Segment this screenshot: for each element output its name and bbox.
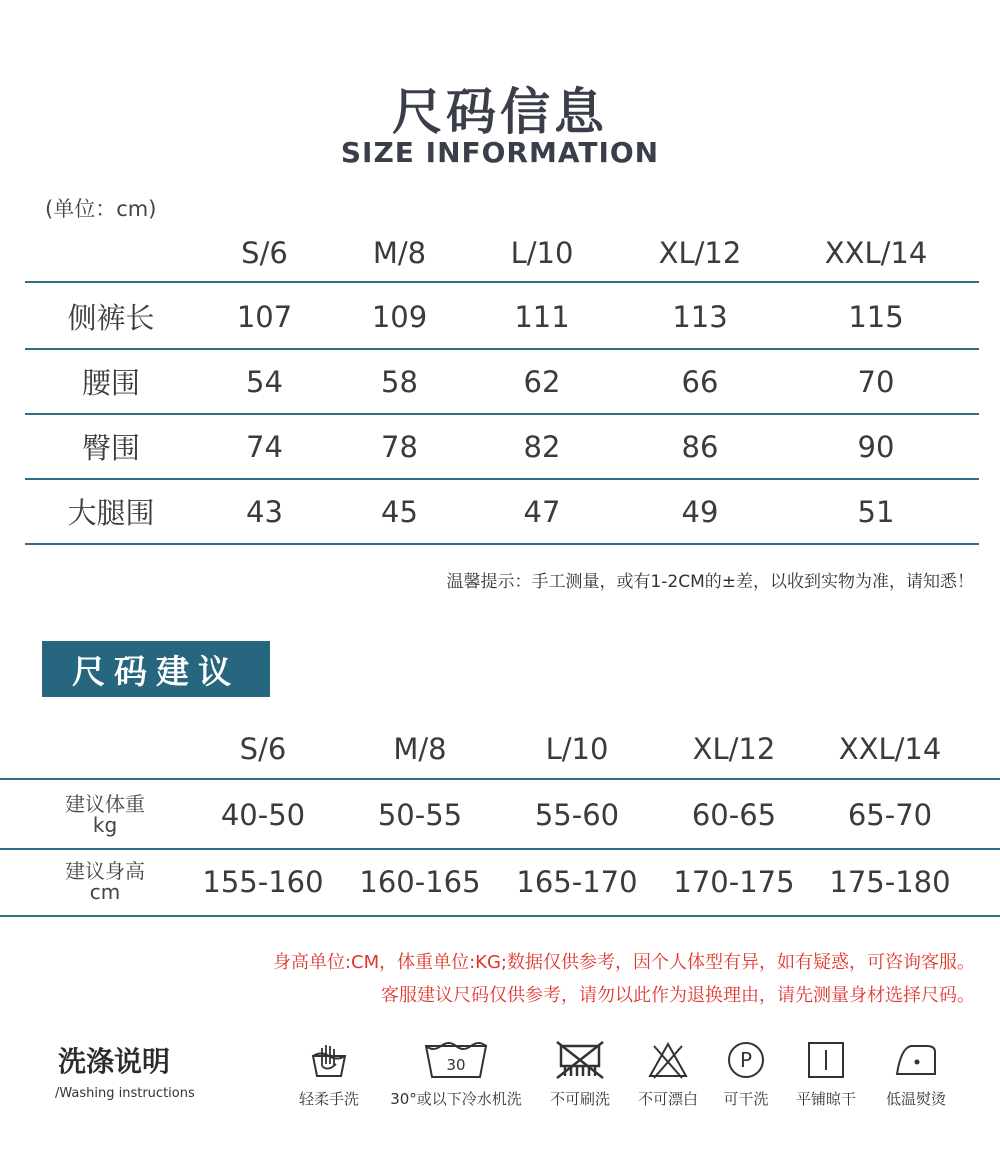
row-label-unit: kg xyxy=(92,813,118,837)
table-cell: 55-60 xyxy=(534,798,620,832)
table-cell: 60-65 xyxy=(691,798,777,832)
no-bleach-icon xyxy=(646,1040,690,1080)
table-cell: 111 xyxy=(514,299,570,334)
size-header-s: S/6 xyxy=(241,236,288,270)
table-row xyxy=(25,350,979,415)
care-item xyxy=(382,1040,530,1109)
measurement-tip: 温馨提示：手工测量，或有1-2CM的±差，以收到实物为准，请知悉！ xyxy=(446,572,974,592)
table-cell: 155-160 xyxy=(202,865,324,899)
suggest-header-xxl: XXL/14 xyxy=(838,732,942,766)
hand-wash-icon xyxy=(307,1040,351,1080)
disclaimer-note: 客服建议尺码仅供参考，请勿以此作为退换理由，请先测量身材选择尺码。 xyxy=(381,985,975,1006)
table-cell: 115 xyxy=(848,299,904,334)
row-label: 臀围 xyxy=(81,431,140,465)
table-cell: 66 xyxy=(681,364,719,399)
machine-wash-30-icon xyxy=(423,1040,489,1080)
washing-title: 洗涤说明 xyxy=(58,1045,171,1078)
size-header-xl: XL/12 xyxy=(658,236,742,270)
table-cell: 50-55 xyxy=(377,798,463,832)
unit-label: (单位：cm) xyxy=(45,197,157,221)
row-label-unit: cm xyxy=(89,880,121,904)
table-row xyxy=(25,285,979,350)
suggest-header-m: M/8 xyxy=(393,732,447,766)
care-label: 不可漂白 xyxy=(637,1090,698,1108)
table-cell: 45 xyxy=(381,494,418,529)
table-cell: 43 xyxy=(246,494,283,529)
row-label: 腰围 xyxy=(81,366,140,400)
care-label: 可干洗 xyxy=(723,1090,769,1108)
row-label xyxy=(30,849,180,915)
table-row xyxy=(0,782,1000,850)
size-header-l: L/10 xyxy=(510,236,574,270)
table-cell: 175-180 xyxy=(829,865,951,899)
row-label: 侧裤长 xyxy=(67,301,155,335)
row-label-text: 建议体重 xyxy=(65,792,145,816)
row-label-text: 建议身高 xyxy=(65,859,145,883)
suggest-table-header xyxy=(0,720,1000,780)
table-row xyxy=(25,480,979,545)
size-suggestion-banner: 尺码建议 xyxy=(42,641,270,697)
table-cell: 113 xyxy=(672,299,728,334)
table-cell: 107 xyxy=(236,299,293,334)
table-cell: 58 xyxy=(381,364,418,399)
table-cell: 78 xyxy=(381,429,418,464)
suggest-header-l: L/10 xyxy=(545,732,609,766)
dry-clean-letter: P xyxy=(739,1048,753,1072)
wash-temp-text: 30 xyxy=(446,1056,466,1074)
size-header-xxl: XXL/14 xyxy=(824,236,928,270)
washing-subtitle: /Washing instructions xyxy=(55,1086,195,1101)
table-cell: 54 xyxy=(246,364,283,399)
table-row xyxy=(25,415,979,480)
no-brush-icon xyxy=(553,1040,607,1080)
care-item xyxy=(632,1040,704,1109)
care-label: 不可刷洗 xyxy=(549,1090,610,1108)
size-table-header xyxy=(25,225,979,283)
table-cell: 70 xyxy=(857,364,895,399)
disclaimer-note: 身高单位:CM，体重单位:KG;数据仅供参考，因个人体型有异，如有疑惑，可咨询客服。 xyxy=(272,952,975,973)
table-cell: 47 xyxy=(523,494,561,529)
page-title-en: SIZE INFORMATION xyxy=(340,136,660,169)
suggest-header-xl: XL/12 xyxy=(692,732,776,766)
table-row xyxy=(0,849,1000,917)
low-iron-icon xyxy=(893,1040,939,1080)
table-cell: 90 xyxy=(857,429,895,464)
care-item xyxy=(878,1040,954,1109)
table-cell: 51 xyxy=(857,494,895,529)
size-header-m: M/8 xyxy=(372,236,427,270)
care-label: 30°或以下冷水机洗 xyxy=(390,1090,522,1108)
suggest-header-s: S/6 xyxy=(239,732,287,766)
care-item xyxy=(790,1040,862,1109)
page-title-cn: 尺码信息 xyxy=(392,82,608,141)
dry-clean-icon xyxy=(726,1040,766,1080)
table-cell: 109 xyxy=(371,299,428,334)
table-cell: 160-165 xyxy=(359,865,481,899)
table-cell: 74 xyxy=(246,429,283,464)
table-cell: 170-175 xyxy=(673,865,795,899)
flat-dry-icon xyxy=(806,1040,846,1080)
table-cell: 165-170 xyxy=(516,865,638,899)
table-cell: 65-70 xyxy=(847,798,933,832)
care-label: 平铺晾干 xyxy=(795,1090,856,1108)
row-label xyxy=(30,782,180,848)
table-cell: 49 xyxy=(681,494,719,529)
row-label: 大腿围 xyxy=(67,496,155,530)
care-label: 轻柔手洗 xyxy=(298,1090,359,1108)
care-item xyxy=(544,1040,616,1109)
table-cell: 86 xyxy=(681,429,719,464)
care-item xyxy=(716,1040,776,1109)
table-cell: 40-50 xyxy=(220,798,306,832)
table-cell: 62 xyxy=(523,364,561,399)
care-item xyxy=(294,1040,364,1109)
care-label: 低温熨烫 xyxy=(885,1090,946,1108)
table-cell: 82 xyxy=(523,429,561,464)
